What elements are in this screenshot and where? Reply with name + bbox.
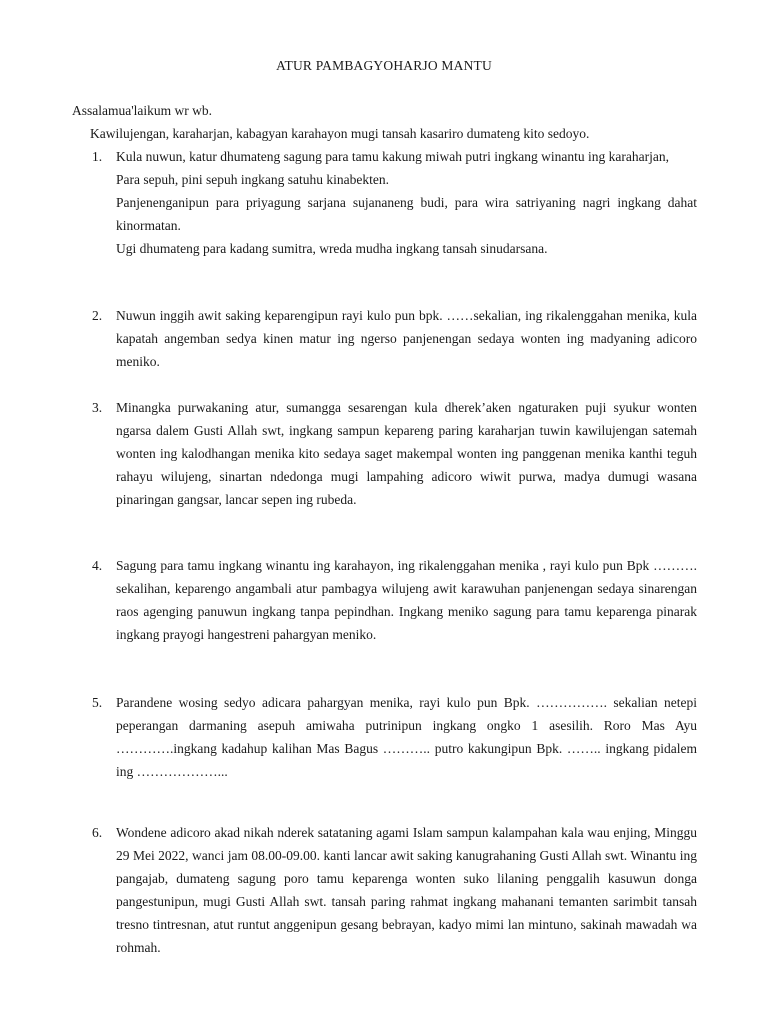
intro-line: Kawilujengan, karaharjan, kabagyan karahayon mugi tansah kasariro dumateng kito sedoyo. xyxy=(90,126,590,141)
list-item-paragraph: Ugi dhumateng para kadang sumitra, wreda mudha ingkang tansah sinudarsana. xyxy=(116,240,548,256)
list-item-body xyxy=(116,555,697,647)
list-item-number: 4. xyxy=(92,558,103,573)
list-item xyxy=(92,305,697,374)
list-item-number: 3. xyxy=(92,400,103,415)
list-item xyxy=(92,397,697,512)
list-item xyxy=(92,146,697,261)
list-item-paragraph: Wondene adicoro akad nikah nderek satataning agami Islam sampun kalampahan kala wau enjing, Minggu 29 Mei 2022, wanci jam 08.00-09.00. kanti lancar awit saking kanugrahaning Gusti Allah swt. Winantu ing pangajab, dumateng sagung poro tamu keparenga wonten suko lilaning penggalih kasuwun donga pangestunipun, mugi Gusti Allah swt. tansah paring rahmat ingkang mahanani temanten sarimbit tansah tresno tintresnan, atut runtut anggenipun gesang bebrayan, kadyo mimi lan mintuno, sakinah mawadah wa rohmah. xyxy=(116,825,697,955)
list-item-body xyxy=(116,397,697,512)
greeting: Assalamua'laikum wr wb. xyxy=(72,103,213,118)
list-item-number: 2. xyxy=(92,308,103,323)
list-item-number: 1. xyxy=(92,149,103,164)
list-item-body xyxy=(116,305,697,374)
list-item-number: 6. xyxy=(92,825,103,840)
list-item-body xyxy=(116,692,697,784)
list-item xyxy=(92,555,697,647)
list-item-paragraph: Sagung para tamu ingkang winantu ing karahayon, ing rikalenggahan menika , rayi kulo pun Bpk ………. sekalihan, keparengo angambali atur pambagya wilujeng awit karawuhan panjenengan sedaya sinarengan raos agenging panuwun ingkang tanpa pepindhan. Ingkang meniko sagung para tamu keparenga pinarak ingkang prayogi hangestreni pahargyan meniko. xyxy=(116,558,697,642)
list-item-paragraph: Para sepuh, pini sepuh ingkang satuhu kinabekten. xyxy=(116,171,389,187)
list-item xyxy=(92,822,697,959)
list-item-paragraph: Kula nuwun, katur dhumateng sagung para tamu kakung miwah putri ingkang winantu ing karaharjan, xyxy=(116,149,669,164)
list-item xyxy=(92,692,697,784)
list-item-paragraph: Minangka purwakaning atur, sumangga sesarengan kula dherek’aken ngaturaken puji syukur wonten ngarsa dalem Gusti Allah swt, ingkang sampun kepareng paring karaharjan tuwin kawilujengan satemah wonten ing kalodhangan menika kito sedaya saget makempal wonten ing panggenan menika kanthi teguh rahayu wilujeng, sinartan ndedonga mugi lampahing adicoro wiwit purwa, madya dumugi wasana pinaringan gangsar, lancar sepen ing rubeda. xyxy=(116,400,697,507)
list-item-body xyxy=(116,146,697,261)
list-item-paragraph: Nuwun inggih awit saking keparengipun rayi kulo pun bpk. ……sekalian, ing rikalenggahan menika, kula kapatah angemban sedya kinen matur ing ngerso panjenengan sedaya wonten ing madyaning adicoro meniko. xyxy=(116,308,697,369)
document-title: ATUR PAMBAGYOHARJO MANTU xyxy=(276,58,492,73)
list-item-paragraph: Parandene wosing sedyo adicara pahargyan menika, rayi kulo pun Bpk. ……………. sekalian netepi peperangan darmaning asepuh amiwaha putrinipun ingkang ongko 1 asesilih. Roro Mas Ayu ………….ingkang kadahup kalihan Mas Bagus ……….. putro kakungipun Bpk. …….. ingkang pidalem ing ………………... xyxy=(116,695,697,779)
list-item-paragraph: Panjenenganipun para priyagung sarjana sujananeng budi, para wira satriyaning nagri ingkang dahat kinormatan. xyxy=(116,194,697,233)
list-item-body xyxy=(116,822,697,959)
list-item-number: 5. xyxy=(92,695,103,710)
